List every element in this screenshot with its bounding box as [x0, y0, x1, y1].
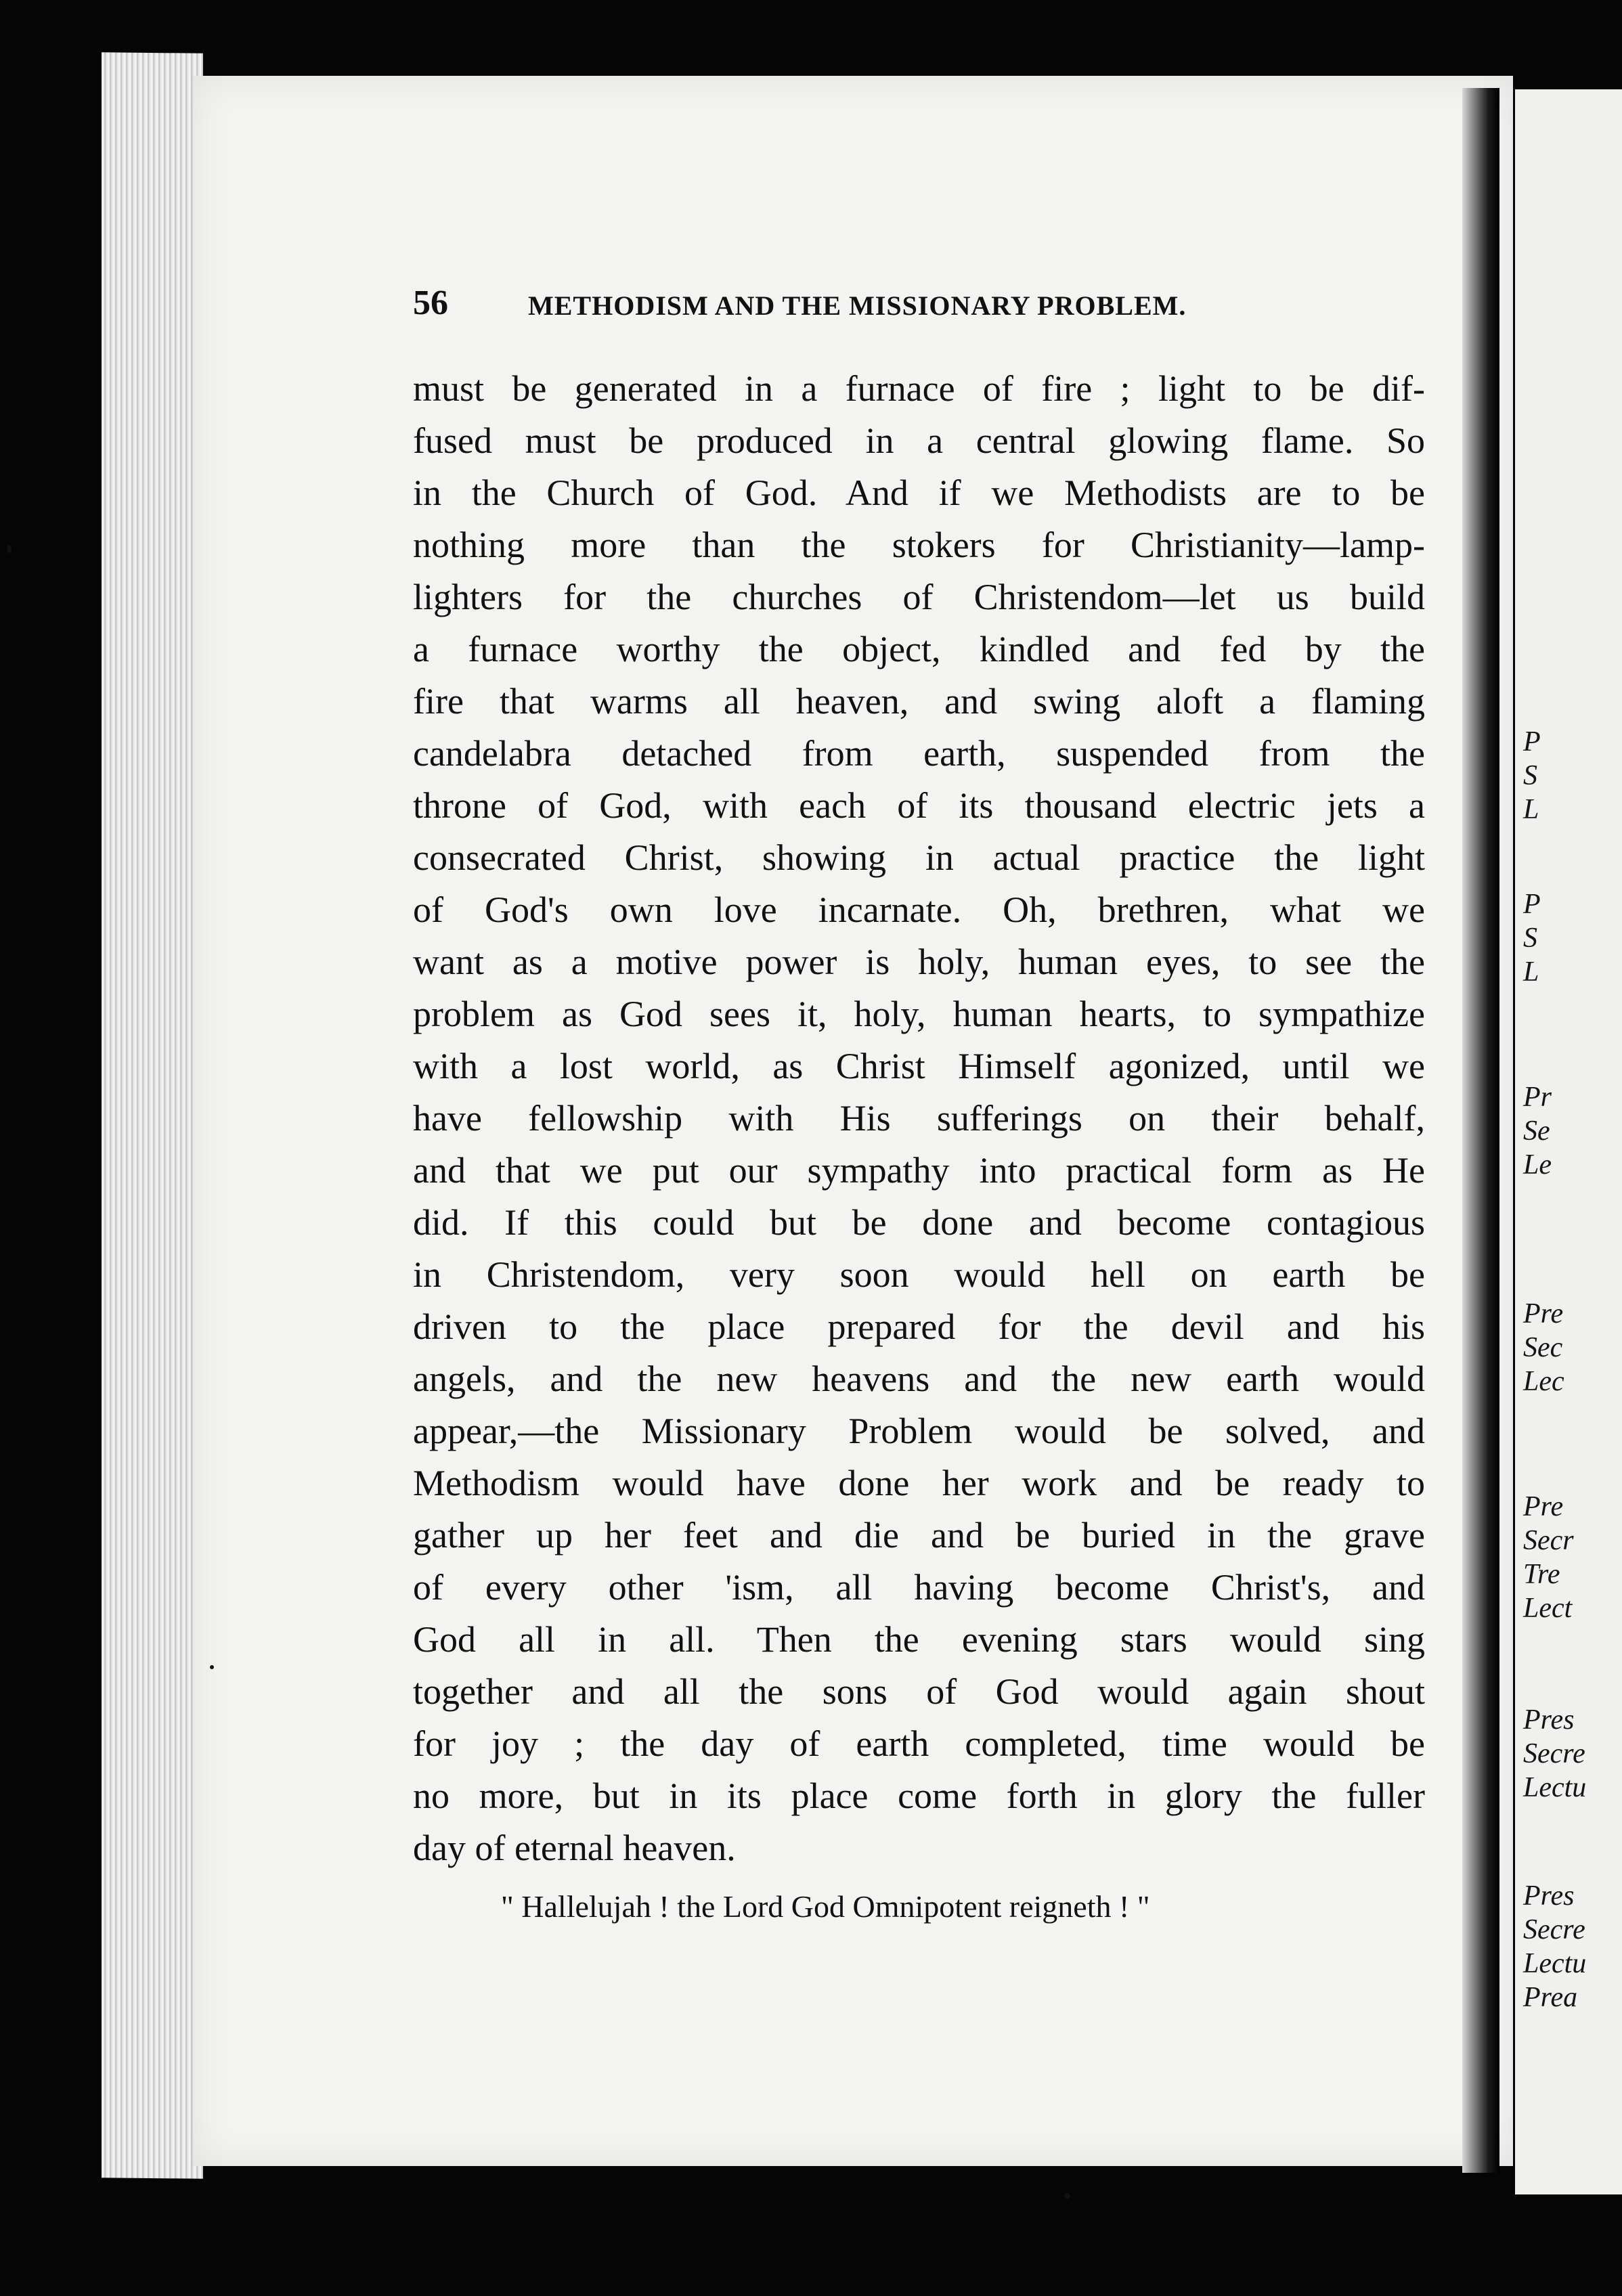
text-line: day of eternal heaven.: [413, 1828, 736, 1868]
text-line: God all in all. Then the evening stars would sing: [413, 1619, 1425, 1660]
text-line: in the Church of God. And if we Methodists are to be: [413, 472, 1425, 513]
facing-page-fragment: Lect: [1523, 1593, 1573, 1624]
text-line: candelabra detached from earth, suspended from the: [413, 733, 1425, 774]
stacked-page-edges: [102, 52, 203, 2179]
text-line: of God's own love incarnate. Oh, brethren, what we: [413, 889, 1425, 930]
text-line: gather up her feet and die and be buried in the grave: [413, 1515, 1425, 1555]
text-line: lighters for the churches of Christendom—let us build: [413, 577, 1425, 617]
closing-quotation: " Hallelujah ! the Lord God Omnipotent reigneth ! ": [501, 1889, 1150, 1924]
facing-page-fragment: Secr: [1523, 1525, 1574, 1556]
text-line: appear,—the Missionary Problem would be solved, and: [413, 1411, 1425, 1451]
facing-page-edge: [1515, 89, 1622, 2194]
text-line: for joy ; the day of earth completed, time would be: [413, 1723, 1425, 1764]
facing-page-fragment: Secre: [1523, 1914, 1585, 1945]
facing-page-fragment: Pres: [1523, 1704, 1575, 1736]
facing-page-fragment: Prea: [1523, 1982, 1578, 2013]
facing-page-fragment: L: [1523, 794, 1539, 825]
facing-page-fragment: Sec: [1523, 1332, 1563, 1363]
facing-page-fragment: Tre: [1523, 1559, 1560, 1590]
facing-page-fragment: P: [1523, 889, 1541, 920]
facing-page-fragment: Lec: [1523, 1366, 1564, 1397]
facing-page-fragment: S: [1523, 760, 1537, 791]
facing-page-fragment: Pres: [1523, 1880, 1575, 1912]
facing-page-fragment: Se: [1523, 1116, 1550, 1147]
facing-page-fragment: L: [1523, 956, 1539, 988]
text-line: no more, but in its place come forth in glory the fuller: [413, 1775, 1425, 1816]
running-head: [413, 283, 1428, 330]
text-line: nothing more than the stokers for Christianity—lamp-: [413, 525, 1425, 565]
text-line: together and all the sons of God would again shout: [413, 1671, 1425, 1712]
text-line: fire that warms all heaven, and swing aloft a flaming: [413, 681, 1425, 722]
facing-page-fragment: Lectu: [1523, 1772, 1587, 1803]
facing-page-fragment: Le: [1523, 1149, 1552, 1180]
body-paragraph: [413, 363, 1425, 1874]
facing-page-fragment: Pr: [1523, 1082, 1552, 1113]
facing-page-fragment: Pre: [1523, 1298, 1564, 1329]
text-line: driven to the place prepared for the devil and his: [413, 1306, 1425, 1347]
text-line: throne of God, with each of its thousand electric jets a: [413, 785, 1425, 826]
running-title: METHODISM AND THE MISSIONARY PROBLEM.: [528, 290, 1187, 321]
text-line: must be generated in a furnace of fire ; light to be dif-: [413, 368, 1425, 409]
text-line: want as a motive power is holy, human eyes, to see the: [413, 942, 1425, 982]
text-line: in Christendom, very soon would hell on earth be: [413, 1254, 1425, 1295]
text-line: have fellowship with His sufferings on their behalf,: [413, 1098, 1425, 1139]
text-line: of every other 'ism, all having become Christ's, and: [413, 1567, 1425, 1608]
page-gutter: [1462, 88, 1499, 2173]
text-line: did. If this could but be done and become contagious: [413, 1202, 1425, 1243]
text-line: problem as God sees it, holy, human hearts, to sympathize: [413, 994, 1425, 1034]
text-line: a furnace worthy the object, kindled and fed by the: [413, 629, 1425, 669]
text-line: with a lost world, as Christ Himself agonized, until we: [413, 1046, 1425, 1086]
facing-page-fragment: Pre: [1523, 1491, 1564, 1522]
facing-page-fragment: S: [1523, 923, 1537, 954]
text-line: Methodism would have done her work and be ready to: [413, 1463, 1425, 1503]
text-line: and that we put our sympathy into practical form as He: [413, 1150, 1425, 1191]
facing-page-fragment: P: [1523, 726, 1541, 757]
text-line: consecrated Christ, showing in actual practice the light: [413, 837, 1425, 878]
scan-speck: [1064, 2193, 1070, 2199]
facing-page-fragment: Lectu: [1523, 1948, 1587, 1979]
scan-speck: [7, 545, 12, 553]
facing-page-fragment: Secre: [1523, 1738, 1585, 1769]
text-line: fused must be produced in a central glowing flame. So: [413, 420, 1425, 461]
page-number: 56: [413, 284, 448, 322]
scan-speck: [210, 1665, 214, 1669]
text-line: angels, and the new heavens and the new earth would: [413, 1359, 1425, 1399]
